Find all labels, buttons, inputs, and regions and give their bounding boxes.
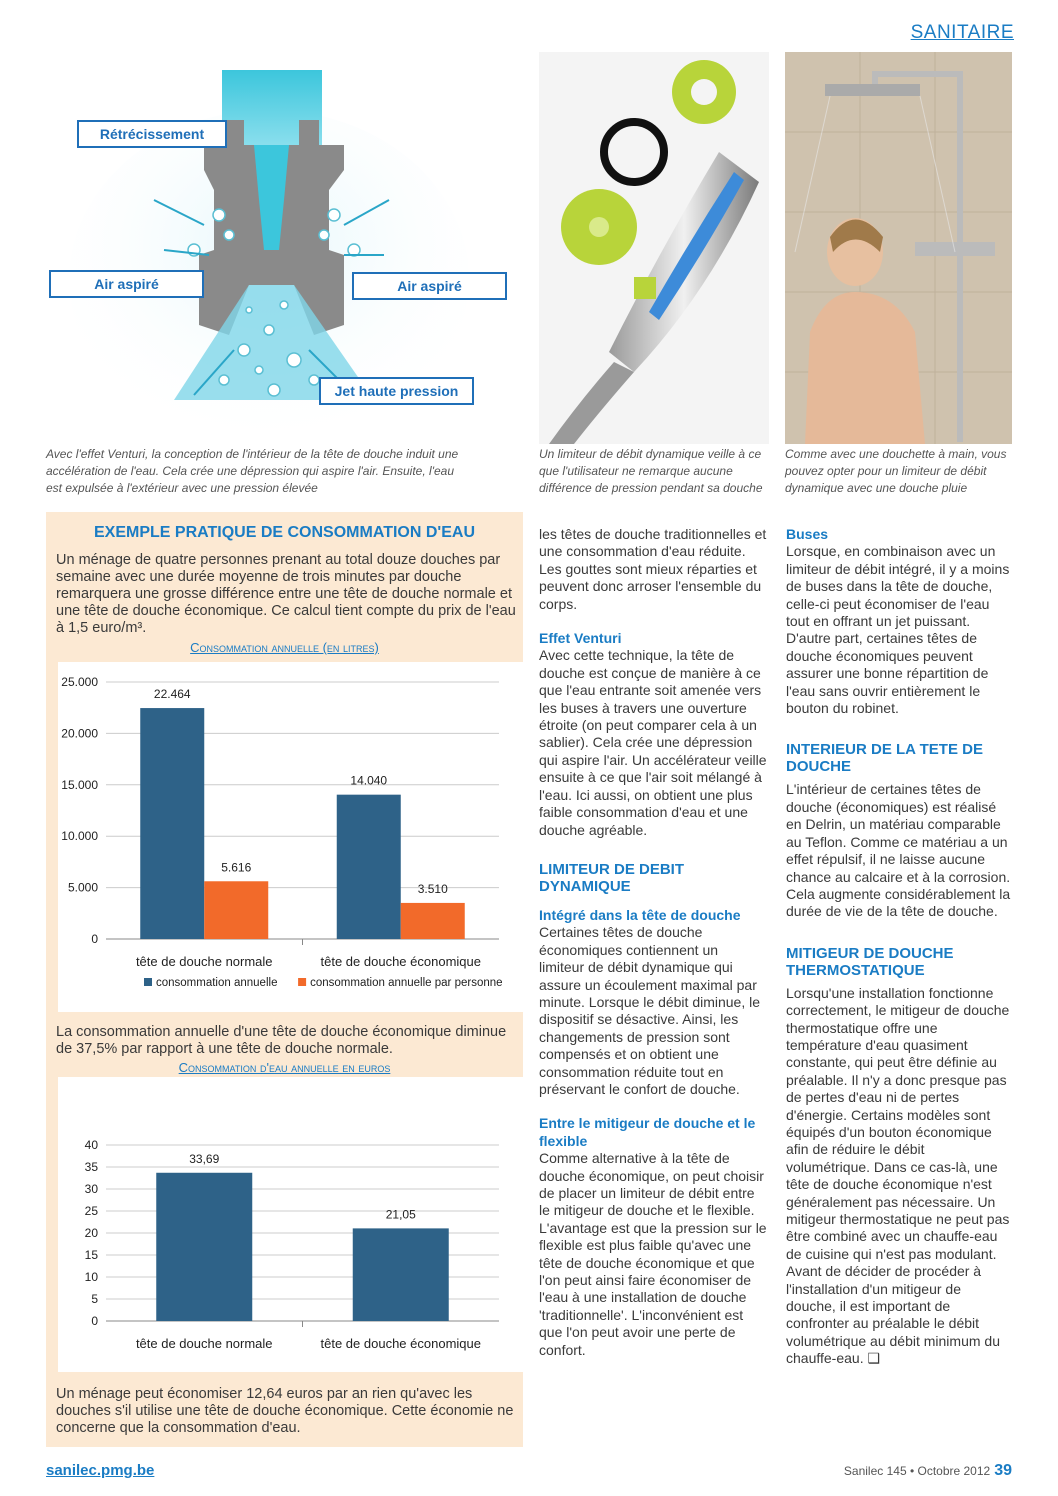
chart1-panel bbox=[58, 662, 523, 1012]
bar bbox=[353, 1228, 449, 1321]
bar bbox=[401, 903, 465, 939]
y-tick-label: 5 bbox=[91, 1292, 98, 1306]
x-tick-label: tête de douche économique bbox=[320, 1336, 481, 1351]
bar bbox=[156, 1173, 252, 1321]
heading-interieur: INTERIEUR DE LA TETE DE DOUCHE bbox=[786, 741, 983, 776]
shower-head-illustration bbox=[539, 52, 769, 444]
data-label: 3.510 bbox=[417, 881, 448, 896]
footer-site-link[interactable]: sanilec.pmg.be bbox=[46, 1462, 155, 1479]
x-tick-label: tête de douche normale bbox=[135, 1336, 273, 1351]
y-tick-label: 20 bbox=[84, 1226, 98, 1240]
legend-label: consommation annuelle par personne bbox=[310, 977, 503, 989]
col3-interieur-text: L'intérieur de certaines têtes de douche (économiques) est réalisé en Delrin, un matériau comparable au Teflon. Comme ce matériau a un effet répulsif, il ne laisse aucune chance au calcaire et à la corrosion. Cela augmente considérablement la durée de vie de la tête de douche. bbox=[786, 781, 1011, 920]
y-tick-label: 35 bbox=[84, 1160, 98, 1174]
label-retrecissement: Rétrécissement bbox=[77, 120, 227, 148]
y-tick-label: 15.000 bbox=[61, 777, 98, 792]
col2-integre-text: Certaines têtes de douche économiques contiennent un limiteur de débit dynamique qui assure un écoulement maximal par minute. Lorsque le débit diminue, le dispositif se désactive. Ainsi, les changements de pression sont compensés et on obtient une consommation réduite tout en préservant le confort de douche. bbox=[539, 924, 761, 1097]
column-middle bbox=[539, 526, 767, 1359]
legend-label: consommation annuelle bbox=[156, 977, 278, 989]
box-intro: Un ménage de quatre personnes prenant au total douze douches par semaine avec une durée moyenne de trois minutes par douche remarquera une grosse différence entre une tête de douche normale et une tête de douche économique. Ce calcul tient compte du prix de l'eau à 1,5 euro/m³. bbox=[56, 552, 516, 636]
heading-effet-venturi: Effet Venturi bbox=[539, 630, 622, 647]
col2-entre-text: Comme alternative à la tête de douche économique, on peut choisir de placer un limiteur de débit entre le mitigeur de douche et le flexible. L'avantage est que la pression sur le flexible est plus faible qu'avec une tête de douche économique et que l'on peut ainsi faire économiser de l'eau à une installation de douche 'traditionnelle'. L'inconvénient est que l'on peut avoir une perte de confort. bbox=[539, 1150, 767, 1358]
data-label: 5.616 bbox=[221, 860, 252, 875]
venturi-diagram bbox=[44, 50, 524, 442]
footer-issue-text: Sanilec 145 • Octobre 2012 bbox=[843, 1464, 991, 1478]
heading-mitigeur: MITIGEUR DE DOUCHE THERMOSTATIQUE bbox=[786, 944, 954, 979]
footer-issue bbox=[844, 1462, 1012, 1480]
box-middle: La consommation annuelle d'une tête de douche économique diminue de 37,5% par rapport à une tête de douche normale. bbox=[56, 1024, 507, 1057]
label-jet-haute-pression: Jet haute pression bbox=[319, 377, 474, 405]
data-label: 21,05 bbox=[385, 1207, 416, 1222]
shower-photo bbox=[785, 52, 1012, 444]
y-tick-label: 25 bbox=[84, 1204, 98, 1218]
y-tick-label: 15 bbox=[84, 1248, 98, 1262]
y-tick-label: 10.000 bbox=[61, 829, 98, 844]
box-title: EXEMPLE PRATIQUE DE CONSOMMATION D'EAU bbox=[93, 524, 475, 541]
label-air-aspire-left: Air aspiré bbox=[49, 270, 204, 298]
limiter-photo bbox=[539, 52, 769, 444]
chart1-title: Consommation annuelle (en litres) bbox=[190, 640, 379, 655]
venturi-caption: Avec l'effet Venturi, la conception de l'intérieur de la tête de douche induit une accélération de l'eau. Cela crée une dépression qui aspire l'air. Ensuite, l'eau est expulsée à l'extérieur avec une pression élevée bbox=[46, 447, 459, 495]
data-label: 33,69 bbox=[189, 1151, 220, 1166]
y-tick-label: 10 bbox=[84, 1270, 98, 1284]
page-number: 39 bbox=[994, 1462, 1012, 1479]
y-tick-label: 0 bbox=[91, 1314, 98, 1328]
heading-limiteur: LIMITEUR DE DEBIT DYNAMIQUE bbox=[539, 860, 684, 895]
shower-caption: Comme avec une douchette à main, vous pouvez opter pour un limiteur de débit dynamique avec une douche pluie bbox=[785, 447, 1007, 495]
section-tag: SANITAIRE bbox=[910, 22, 1014, 43]
x-tick-label: tête de douche normale bbox=[135, 954, 273, 969]
y-tick-label: 30 bbox=[84, 1182, 98, 1196]
label-air-aspire-right: Air aspiré bbox=[352, 272, 507, 300]
x-tick-label: tête de douche économique bbox=[320, 954, 481, 969]
bar bbox=[337, 795, 401, 939]
y-tick-label: 5.000 bbox=[67, 880, 98, 895]
col3-mitigeur-text: Lorsqu'une installation fonctionne correctement, le mitigeur de douche thermostatique offre une température d'eau quasiment constante, qui peut être définie au préalable. Il n'y a donc presque pas de pertes d'eau ni de pertes d'énergie. Certains modèles sont équipés d'un bouton économique afin de réduire le débit volumétrique. Dans ce cas-là, une tête de douche économique n'est généralement pas nécessaire. Un mitigeur thermostatique ne peut pas être combiné avec un chauffe-eau de cuisine qui n'est pas modulant. Avant de décider de procéder à l'installation d'un mitigeur de douche, il est important de confronter au préalable le débit volumétrique au débit minimum du chauffe-eau. ❑ bbox=[786, 984, 1010, 1367]
y-tick-label: 40 bbox=[84, 1138, 98, 1152]
col3-buses-text: Lorsque, en combinaison avec un limiteur de débit intégré, il y a moins de buses dans la tête de douche, celle-ci peut économiser de l'eau tout en offrant un jet puissant. D'autre part, certaines têtes de douche économiques peuvent assurer une bonne répartition de l'eau sans ouvrir entièrement le bouton du robinet. bbox=[786, 543, 1010, 717]
limiter-caption: Un limiteur de débit dynamique veille à ce que l'utilisateur ne remarque aucune différence de pression pendant sa douche bbox=[539, 447, 763, 495]
chart2-title: Consommation d'eau annuelle en euros bbox=[178, 1060, 391, 1075]
col2-venturi-text: Avec cette technique, la tête de douche est conçue de manière à ce que l'eau entrante soit amenée vers les buses à travers une ouverture étroite (on peut comparer cela à un sablier). Cela crée une dépression qui aspire l'air. Un accélérateur veille ensuite à ce que l'air soit mélangé à l'eau. Ici aussi, on obtient une plus faible consommation d'eau et une douche agréable. bbox=[539, 647, 767, 838]
heading-integre: Intégré dans la tête de douche bbox=[539, 906, 741, 923]
box-outro: Un ménage peut économiser 12,64 euros par an rien qu'avec les douches s'il utilise une tête de douche économique. Cette économie ne concerne que la consommation d'eau. bbox=[56, 1386, 514, 1436]
rain-shower-illustration bbox=[785, 52, 1012, 444]
legend-swatch bbox=[144, 978, 152, 986]
y-tick-label: 0 bbox=[91, 932, 98, 946]
column-right bbox=[786, 526, 1012, 1368]
data-label: 22.464 bbox=[153, 687, 191, 702]
bar bbox=[204, 881, 268, 939]
y-tick-label: 20.000 bbox=[61, 726, 98, 741]
bar bbox=[140, 708, 204, 939]
chart1-svg bbox=[58, 662, 523, 1012]
example-box bbox=[46, 512, 523, 1447]
chart2-svg bbox=[58, 1077, 523, 1372]
heading-buses: Buses bbox=[786, 526, 829, 542]
chart2-panel bbox=[58, 1077, 523, 1372]
heading-entre: Entre le mitigeur de douche et le flexible bbox=[539, 1115, 756, 1149]
data-label: 14.040 bbox=[350, 773, 388, 788]
col2-intro: les têtes de douche traditionnelles et une consommation d'eau réduite. Les gouttes sont mieux réparties et peuvent donc arroser l'ensemble du corps. bbox=[539, 526, 767, 612]
legend-swatch bbox=[298, 978, 306, 986]
y-tick-label: 25.000 bbox=[61, 675, 98, 689]
